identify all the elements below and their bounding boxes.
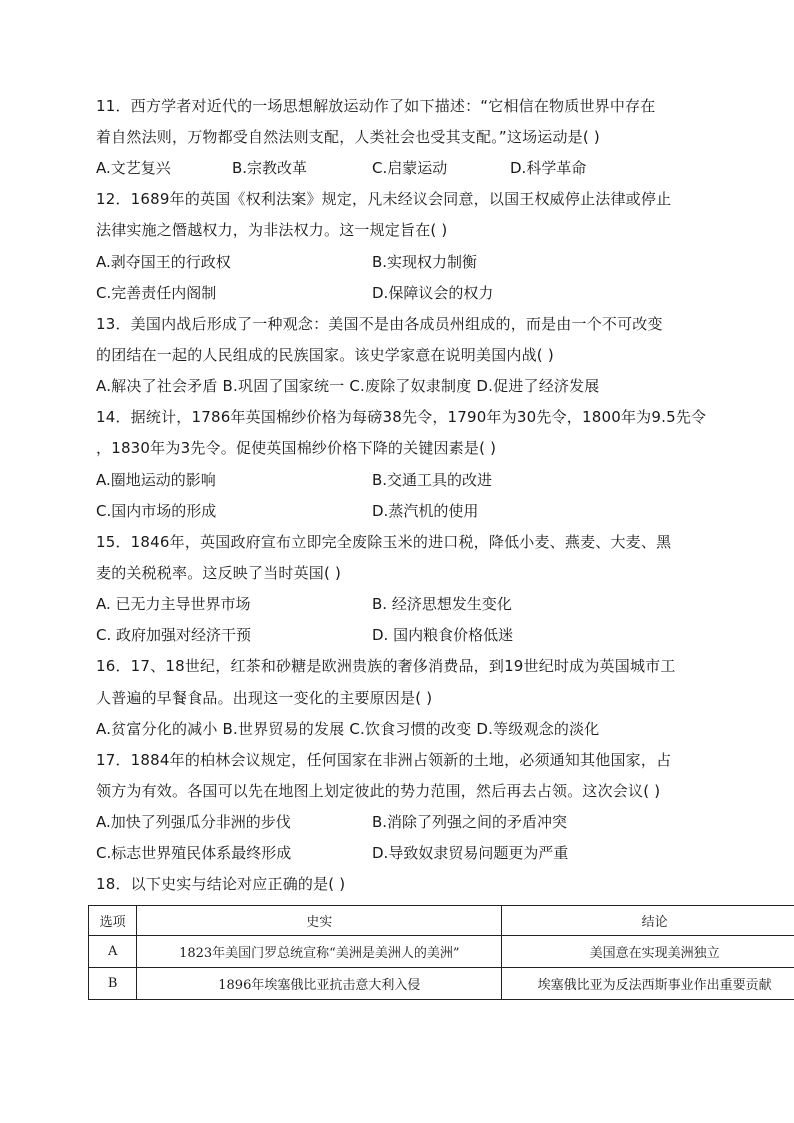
- q12-stem-line2: 法律实施之僭越权力，为非法权力。这一规定旨在( ): [96, 221, 448, 239]
- q15-option-b[interactable]: B. 经济思想发生变化: [372, 595, 512, 613]
- header-fact: 史实: [137, 906, 502, 936]
- q12-option-d[interactable]: D.保障议会的权力: [372, 284, 494, 302]
- q13-stem-line2: 的团结在一起的人民组成的民族国家。该史学家意在说明美国内战( ): [96, 346, 554, 364]
- q12-option-a[interactable]: A.剥夺国王的行政权: [96, 253, 231, 271]
- q18-table: [88, 905, 794, 1000]
- q16-options[interactable]: A.贫富分化的减小 B.世界贸易的发展 C.饮食习惯的改变 D.等级观念的淡化: [96, 720, 600, 738]
- q17-option-a[interactable]: A.加快了列强瓜分非洲的步伐: [96, 813, 291, 831]
- row-b-conclusion: 埃塞俄比亚为反法西斯事业作出重要贡献: [502, 968, 794, 1000]
- table-header-row: [89, 906, 794, 936]
- q11-option-a[interactable]: A.文艺复兴: [96, 159, 171, 177]
- q15-stem-line1: 15．1846年，英国政府宣布立即完全废除玉米的进口税，降低小麦、燕麦、大麦、黑: [96, 533, 672, 551]
- q15-option-d[interactable]: D. 国内粮食价格低迷: [372, 626, 514, 644]
- q17-stem-line1: 17．1884年的柏林会议规定，任何国家在非洲占领新的土地，必须通知其他国家，占: [96, 751, 672, 769]
- row-b-fact: 1896年埃塞俄比亚抗击意大利入侵: [137, 968, 502, 1000]
- q15-stem-line2: 麦的关税税率。这反映了当时英国( ): [96, 564, 342, 582]
- q16-stem-line2: 人普遍的早餐食品。出现这一变化的主要原因是( ): [96, 689, 433, 707]
- row-a-conclusion: 美国意在实现美洲独立: [502, 936, 794, 968]
- table-row[interactable]: [89, 968, 794, 1000]
- q15-option-a[interactable]: A. 已无力主导世界市场: [96, 595, 251, 613]
- q14-option-a[interactable]: A.圈地运动的影响: [96, 471, 216, 489]
- q11-stem-line1: 11．西方学者对近代的一场思想解放运动作了如下描述：“它相信在物质世界中存在: [96, 97, 656, 115]
- q13-stem-line1: 13．美国内战后形成了一种观念：美国不是由各成员州组成的，而是由一个不可改变: [96, 315, 663, 333]
- row-a-fact: 1823年美国门罗总统宣称“美洲是美洲人的美洲”: [137, 936, 502, 968]
- q18-stem: 18．以下史实与结论对应正确的是( ): [96, 875, 346, 893]
- q14-option-c[interactable]: C.国内市场的形成: [96, 502, 217, 520]
- q17-option-d[interactable]: D.导致奴隶贸易问题更为严重: [372, 844, 569, 862]
- q13-options[interactable]: A.解决了社会矛盾 B.巩固了国家统一 C.废除了奴隶制度 D.促进了经济发展: [96, 377, 600, 395]
- q12-stem-line1: 12．1689年的英国《权利法案》规定，凡未经议会同意，以国王权威停止法律或停止: [96, 190, 672, 208]
- q17-stem-line2: 领方为有效。各国可以先在地图上划定彼此的势力范围，然后再去占领。这次会议( ): [96, 782, 661, 800]
- q11-option-d[interactable]: D.科学革命: [510, 159, 587, 177]
- table-row[interactable]: [89, 936, 794, 968]
- q16-stem-line1: 16．17、18世纪，红茶和砂糖是欧洲贵族的奢侈消费品，到19世纪时成为英国城市工: [96, 657, 676, 675]
- q15-option-c[interactable]: C. 政府加强对经济干预: [96, 626, 252, 644]
- q12-option-c[interactable]: C.完善责任内阁制: [96, 284, 217, 302]
- q14-stem-line1: 14．据统计，1786年英国棉纱价格为每磅38先令，1790年为30先令，1800年为9.5先令: [96, 408, 707, 426]
- q17-option-b[interactable]: B.消除了列强之间的矛盾冲突: [372, 813, 568, 831]
- row-b-option: B: [89, 968, 137, 1000]
- q14-stem-line2: ，1830年为3先令。促使英国棉纱价格下降的关键因素是( ): [96, 439, 497, 457]
- q11-option-b[interactable]: B.宗教改革: [232, 159, 308, 177]
- q17-option-c[interactable]: C.标志世界殖民体系最终形成: [96, 844, 292, 862]
- q14-option-d[interactable]: D.蒸汽机的使用: [372, 502, 479, 520]
- q14-option-b[interactable]: B.交通工具的改进: [372, 471, 493, 489]
- row-a-option: A: [89, 936, 137, 968]
- header-conclusion: 结论: [502, 906, 794, 936]
- q12-option-b[interactable]: B.实现权力制衡: [372, 253, 478, 271]
- q11-option-c[interactable]: C.启蒙运动: [372, 159, 448, 177]
- q11-stem-line2: 着自然法则，万物都受自然法则支配，人类社会也受其支配。”这场运动是( ): [96, 128, 600, 146]
- header-option: 选项: [89, 906, 137, 936]
